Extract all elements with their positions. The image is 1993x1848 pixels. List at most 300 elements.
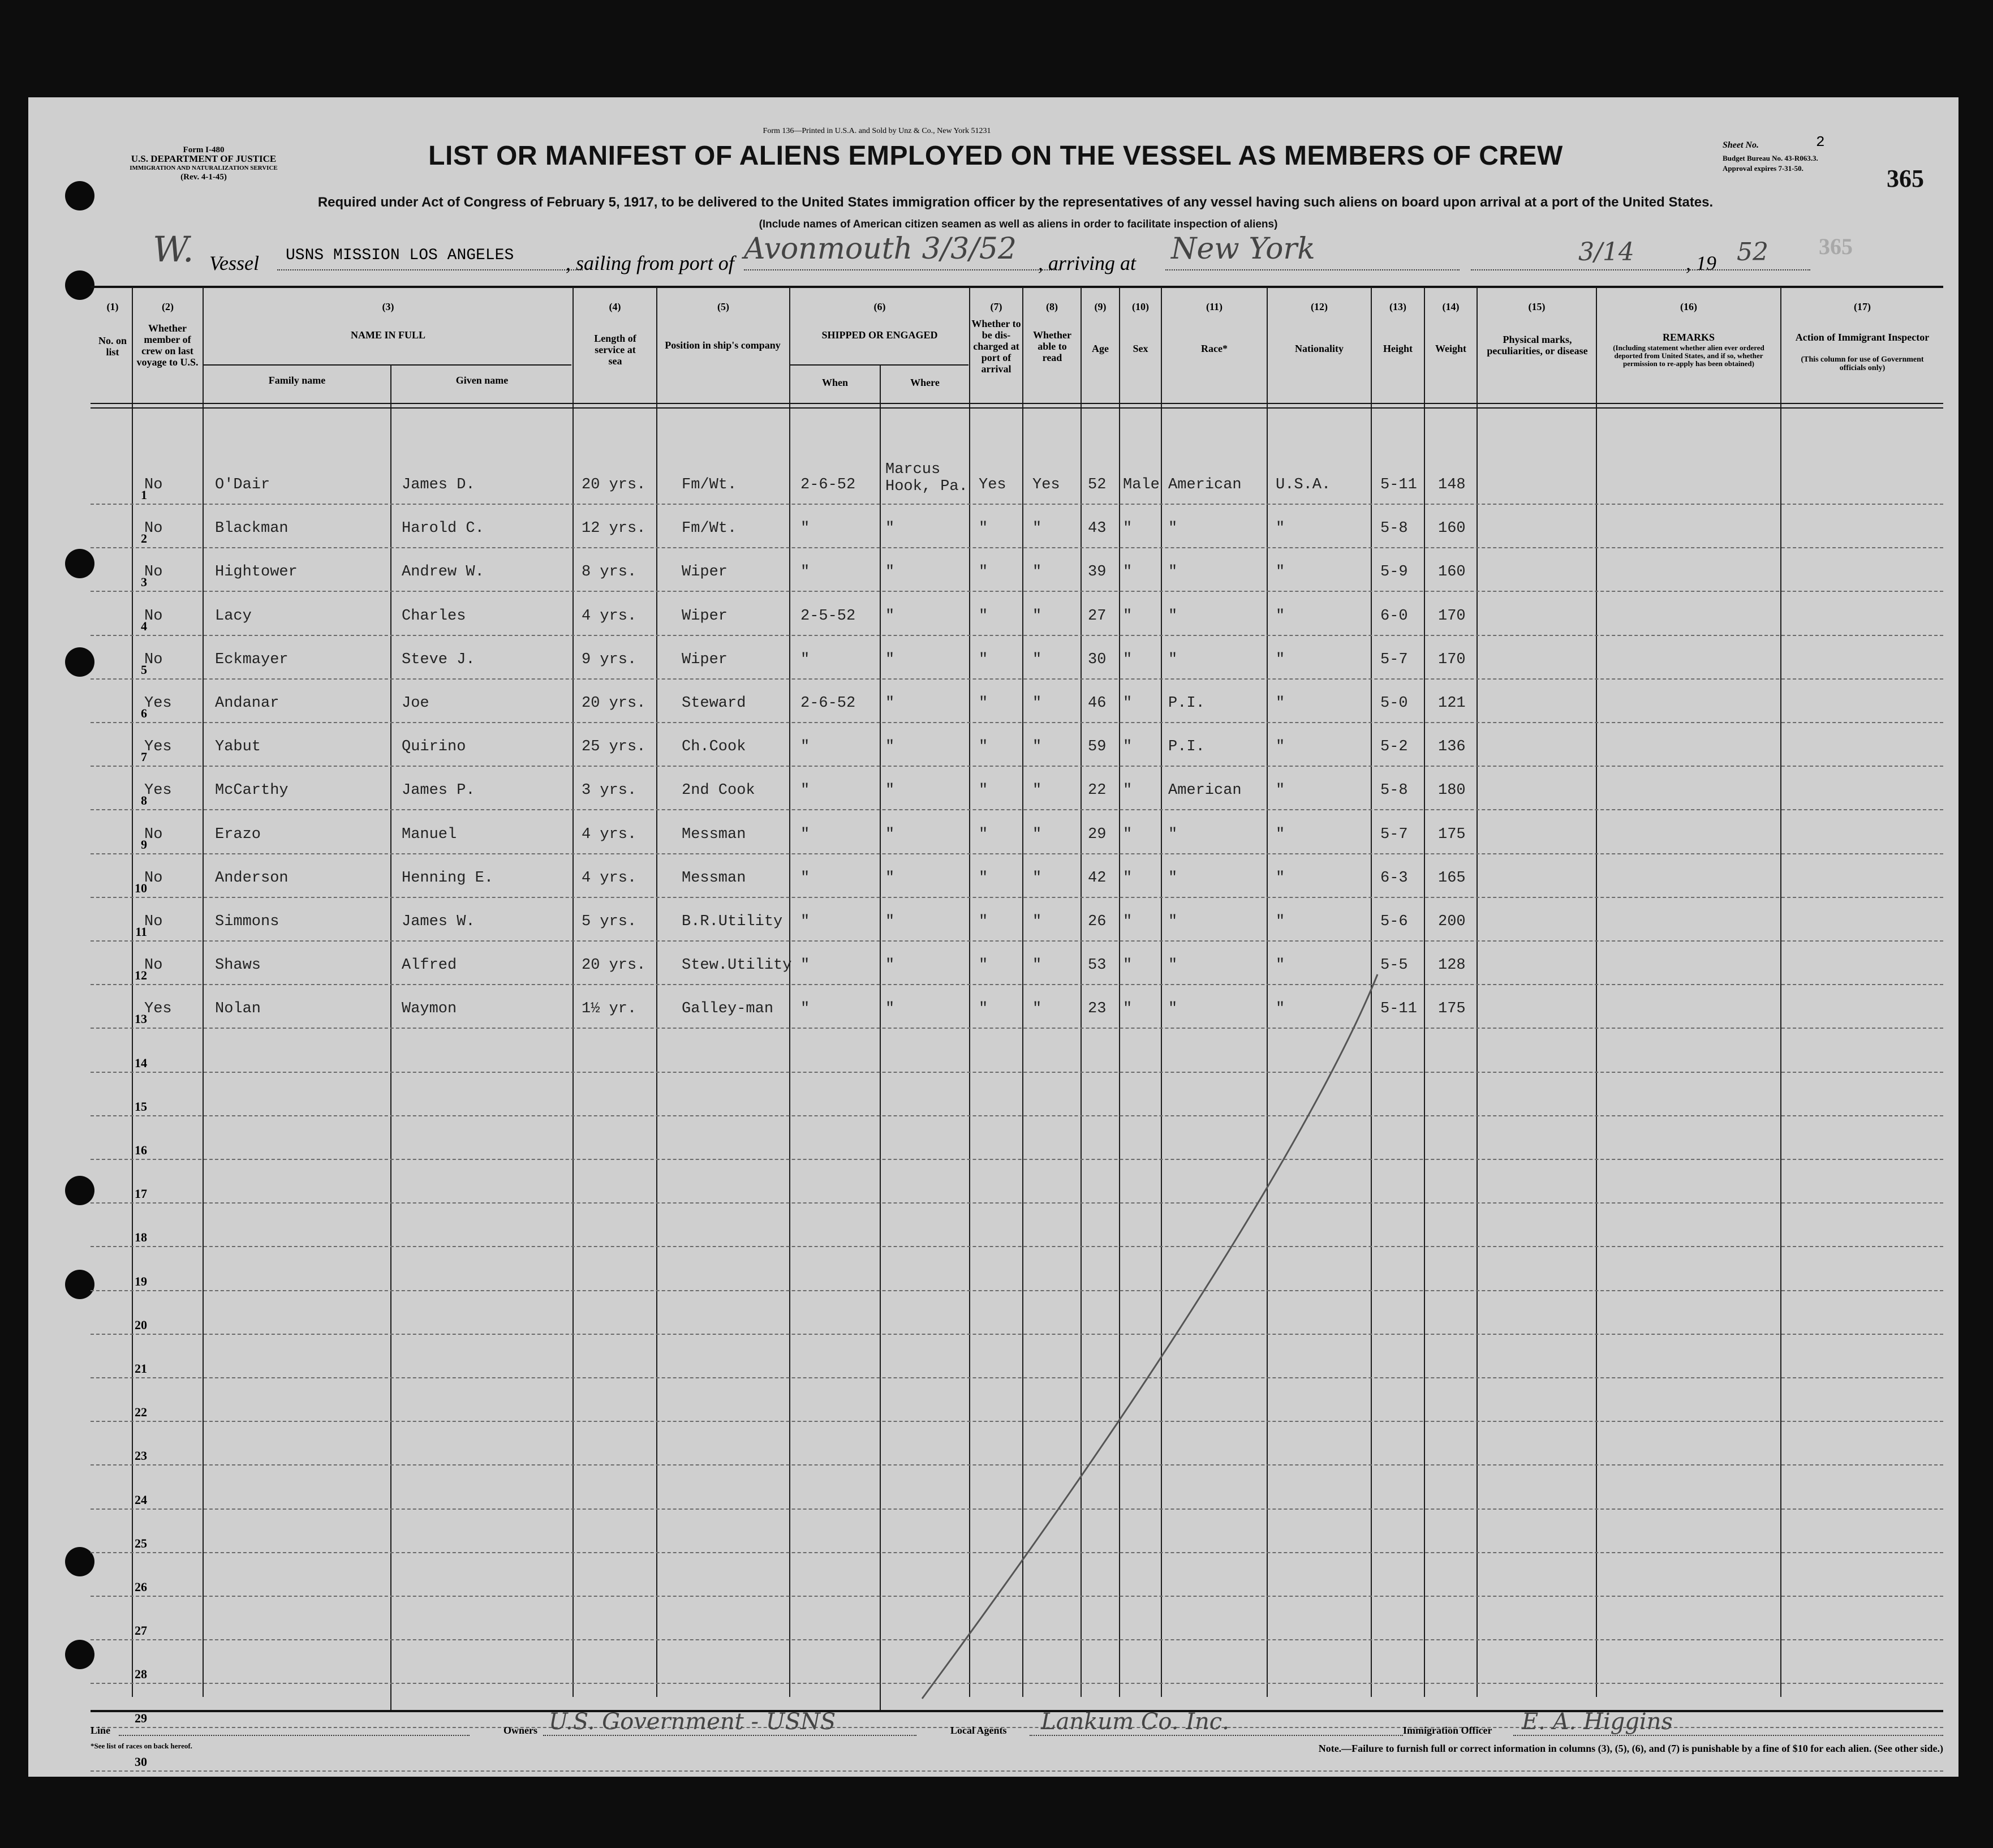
table-top-border bbox=[91, 286, 1943, 288]
member-cell: Yes bbox=[144, 782, 172, 800]
header-when: When bbox=[821, 377, 848, 388]
col-num: (17) bbox=[1854, 301, 1871, 312]
subtitle: Required under Act of Congress of February 5, 1917, to be delivered to the United States immigration officer by the representatives of any vessel having such aliens on board upon arrival at a port of the United States. bbox=[317, 195, 1714, 210]
sex-cell: " bbox=[1123, 695, 1133, 712]
col-num: (7) bbox=[990, 301, 1002, 312]
able-read-cell: " bbox=[1032, 913, 1042, 930]
member-cell: No bbox=[144, 520, 163, 538]
discharged-cell: " bbox=[979, 782, 988, 800]
col-num: (11) bbox=[1206, 301, 1223, 312]
header-nationality: Nationality bbox=[1294, 343, 1344, 354]
service-cell: 1½ yr. bbox=[582, 1000, 637, 1018]
row-number: 17 bbox=[135, 1187, 147, 1201]
height-cell: 5-2 bbox=[1380, 738, 1408, 756]
service-cell: 3 yrs. bbox=[582, 782, 637, 800]
position-cell: Ch.Cook bbox=[682, 738, 746, 756]
punch-hole bbox=[65, 1270, 94, 1299]
weight-cell: 128 bbox=[1438, 957, 1466, 974]
position-cell: Messman bbox=[682, 826, 746, 843]
races-note: *See list of races on back hereof. bbox=[91, 1742, 192, 1750]
nationality-cell: " bbox=[1276, 913, 1285, 930]
weight-cell: 170 bbox=[1438, 651, 1466, 668]
service-cell: 8 yrs. bbox=[582, 564, 637, 581]
page-title: LIST OR MANIFEST OF ALIENS EMPLOYED ON THE VESSEL AS MEMBERS OF CREW bbox=[428, 141, 1563, 171]
race-cell: American bbox=[1168, 476, 1242, 493]
header-position: Position in ship's company bbox=[665, 339, 781, 351]
row-number: 10 bbox=[135, 880, 147, 895]
budget-bureau: Budget Bureau No. 43-R063.3. bbox=[1723, 154, 1818, 162]
height-cell: 5-7 bbox=[1380, 651, 1408, 668]
shipped-where-cell: " bbox=[885, 826, 895, 843]
family-name-cell: Nolan bbox=[215, 1000, 261, 1018]
row-rule bbox=[91, 504, 1943, 505]
col-num: (6) bbox=[873, 301, 886, 312]
row-rule bbox=[91, 547, 1943, 548]
age-cell: 30 bbox=[1088, 651, 1107, 668]
position-cell: Galley-man bbox=[682, 1000, 774, 1018]
header-race: Race* bbox=[1201, 343, 1228, 354]
age-cell: 46 bbox=[1088, 695, 1107, 712]
service-cell: 9 yrs. bbox=[582, 651, 637, 668]
family-name-cell: Anderson bbox=[215, 869, 289, 887]
col-num: (10) bbox=[1132, 301, 1149, 312]
nationality-cell: " bbox=[1276, 564, 1285, 581]
row-number: 16 bbox=[135, 1143, 147, 1157]
department: U.S. DEPARTMENT OF JUSTICE bbox=[131, 153, 277, 164]
service-cell: 4 yrs. bbox=[582, 607, 637, 625]
given-name-cell: Waymon bbox=[402, 1000, 457, 1018]
header-weight: Weight bbox=[1435, 343, 1466, 354]
family-name-cell: Eckmayer bbox=[215, 651, 289, 668]
sex-cell: " bbox=[1123, 520, 1133, 538]
race-cell: " bbox=[1168, 651, 1178, 668]
service-name: IMMIGRATION AND NATURALIZATION SERVICE bbox=[130, 165, 278, 171]
nationality-cell: U.S.A. bbox=[1276, 476, 1331, 493]
service-cell: 20 yrs. bbox=[582, 695, 646, 712]
service-cell: 25 yrs. bbox=[582, 738, 646, 756]
handwritten-initials: W. bbox=[153, 229, 194, 270]
sex-cell: " bbox=[1123, 826, 1133, 843]
member-cell: No bbox=[144, 651, 163, 668]
member-cell: Yes bbox=[144, 695, 172, 712]
member-cell: No bbox=[144, 869, 163, 887]
age-cell: 22 bbox=[1088, 782, 1107, 800]
punch-hole bbox=[65, 270, 94, 300]
line-label: Line bbox=[91, 1725, 111, 1736]
age-cell: 26 bbox=[1088, 913, 1107, 930]
shipped-when-cell: " bbox=[800, 826, 810, 843]
shipped-where-cell: " bbox=[885, 651, 895, 668]
discharged-cell: " bbox=[979, 695, 988, 712]
instruction-line: (Include names of American citizen seamen as well as aliens in order to facilitate inspection of aliens) bbox=[759, 218, 1278, 230]
header-action: Action of Immigrant Inspector bbox=[1795, 332, 1930, 343]
row-number: 12 bbox=[135, 968, 147, 983]
punch-hole bbox=[65, 1640, 94, 1669]
owners-value: U.S. Government - USNS bbox=[549, 1709, 836, 1735]
discharged-cell: " bbox=[979, 957, 988, 974]
row-rule bbox=[91, 678, 1943, 680]
header-action-sub: (This column for use of Government officials only) bbox=[1801, 355, 1924, 372]
able-read-cell: " bbox=[1032, 520, 1042, 538]
family-name-cell: Andanar bbox=[215, 695, 279, 712]
shipped-where-cell: " bbox=[885, 1000, 895, 1018]
header-sex: Sex bbox=[1133, 343, 1148, 354]
header-discharged: Whether to be dis-charged at port of arrival bbox=[971, 318, 1021, 375]
discharged-cell: Yes bbox=[979, 476, 1006, 493]
height-cell: 5-8 bbox=[1380, 782, 1408, 800]
shipped-when-cell: " bbox=[800, 782, 810, 800]
shipped-where-cell: " bbox=[885, 520, 895, 538]
able-read-cell: " bbox=[1032, 695, 1042, 712]
row-number: 11 bbox=[135, 925, 147, 939]
race-cell: " bbox=[1168, 520, 1178, 538]
col-num: (14) bbox=[1442, 301, 1460, 312]
header-family-name: Family name bbox=[268, 375, 326, 386]
race-cell: American bbox=[1168, 782, 1242, 800]
arriving-underline bbox=[1165, 269, 1460, 270]
weight-cell: 170 bbox=[1438, 607, 1466, 625]
col-num: (3) bbox=[382, 301, 394, 312]
position-cell: Fm/Wt. bbox=[682, 520, 737, 538]
arrival-year: 52 bbox=[1737, 238, 1768, 267]
row-number: 22 bbox=[135, 1405, 147, 1420]
row-number: 23 bbox=[135, 1449, 147, 1463]
position-cell: Wiper bbox=[682, 651, 728, 668]
sailing-underline bbox=[744, 269, 1061, 270]
age-cell: 42 bbox=[1088, 869, 1107, 887]
form-number: Form I-480 bbox=[183, 145, 225, 154]
page-stamp: 365 bbox=[1887, 165, 1924, 192]
shipped-when-cell: " bbox=[800, 1000, 810, 1018]
weight-cell: 180 bbox=[1438, 782, 1466, 800]
date-underline bbox=[1471, 269, 1810, 270]
row-number: 29 bbox=[135, 1711, 147, 1725]
discharged-cell: " bbox=[979, 869, 988, 887]
able-read-cell: " bbox=[1032, 738, 1042, 756]
row-number: 2 bbox=[141, 531, 147, 546]
race-cell: " bbox=[1168, 913, 1178, 930]
age-cell: 52 bbox=[1088, 476, 1107, 493]
family-name-cell: Hightower bbox=[215, 564, 298, 581]
row-rule bbox=[91, 722, 1943, 723]
row-number: 5 bbox=[141, 662, 147, 677]
row-number: 3 bbox=[141, 575, 147, 590]
row-number: 20 bbox=[135, 1317, 147, 1332]
header-able-read: Whether able to read bbox=[1033, 329, 1071, 363]
height-cell: 6-0 bbox=[1380, 607, 1408, 625]
discharged-cell: " bbox=[979, 826, 988, 843]
header-remarks-sub: (Including statement whether alien ever ordered deported from United States, and if so, whether permission to re-apply has been obtained) bbox=[1613, 343, 1764, 368]
row-rule bbox=[91, 809, 1943, 810]
shipped-when-cell: " bbox=[800, 869, 810, 887]
row-number: 30 bbox=[135, 1754, 147, 1769]
able-read-cell: " bbox=[1032, 651, 1042, 668]
able-read-cell: " bbox=[1032, 869, 1042, 887]
weight-cell: 160 bbox=[1438, 520, 1466, 538]
discharged-cell: " bbox=[979, 1000, 988, 1018]
header-remarks: REMARKS bbox=[1662, 332, 1715, 343]
able-read-cell: " bbox=[1032, 782, 1042, 800]
member-cell: No bbox=[144, 957, 163, 974]
punch-hole bbox=[65, 1547, 94, 1576]
header-shipped: SHIPPED OR ENGAGED bbox=[821, 329, 938, 341]
age-cell: 39 bbox=[1088, 564, 1107, 581]
row-number: 6 bbox=[141, 706, 147, 720]
weight-cell: 148 bbox=[1438, 476, 1466, 493]
shipped-where-cell: " bbox=[885, 695, 895, 712]
shipped-when-cell: " bbox=[800, 520, 810, 538]
able-read-cell: " bbox=[1032, 826, 1042, 843]
sex-cell: " bbox=[1123, 564, 1133, 581]
name-split-rule bbox=[204, 364, 571, 366]
shipped-where-cell: Marcus Hook, Pa. bbox=[885, 461, 968, 495]
given-name-cell: Alfred bbox=[402, 957, 457, 974]
race-cell: P.I. bbox=[1168, 695, 1205, 712]
given-name-cell: James W. bbox=[402, 913, 475, 930]
shipped-split-rule bbox=[790, 364, 968, 366]
height-cell: 5-11 bbox=[1380, 476, 1417, 493]
height-cell: 5-9 bbox=[1380, 564, 1408, 581]
row-number: 19 bbox=[135, 1274, 147, 1288]
discharged-cell: " bbox=[979, 738, 988, 756]
row-rule bbox=[91, 1770, 1943, 1772]
col-num: (9) bbox=[1094, 301, 1107, 312]
col-num: (15) bbox=[1528, 301, 1546, 312]
col-num: (8) bbox=[1046, 301, 1058, 312]
year-prefix: , 19 bbox=[1686, 252, 1716, 274]
col-num: (2) bbox=[162, 301, 174, 312]
position-cell: 2nd Cook bbox=[682, 782, 755, 800]
sex-cell: " bbox=[1123, 869, 1133, 887]
race-cell: " bbox=[1168, 1000, 1178, 1018]
sheet-label: Sheet No. bbox=[1723, 140, 1759, 150]
vessel-name: USNS MISSION LOS ANGELES bbox=[286, 247, 514, 264]
faint-stamp: 365 bbox=[1819, 234, 1853, 259]
nationality-cell: " bbox=[1276, 695, 1285, 712]
family-name-cell: McCarthy bbox=[215, 782, 289, 800]
given-name-cell: Steve J. bbox=[402, 651, 475, 668]
header-age: Age bbox=[1092, 343, 1109, 354]
shipped-where-cell: " bbox=[885, 782, 895, 800]
nationality-cell: " bbox=[1276, 782, 1285, 800]
agents-underline bbox=[1030, 1735, 1403, 1736]
race-cell: " bbox=[1168, 957, 1178, 974]
discharged-cell: " bbox=[979, 520, 988, 538]
weight-cell: 200 bbox=[1438, 913, 1466, 930]
shipped-when-cell: 2-6-52 bbox=[800, 476, 856, 493]
family-name-cell: Erazo bbox=[215, 826, 261, 843]
weight-cell: 165 bbox=[1438, 869, 1466, 887]
age-cell: 53 bbox=[1088, 957, 1107, 974]
punch-hole bbox=[65, 1176, 94, 1205]
punch-hole bbox=[65, 647, 94, 677]
race-cell: P.I. bbox=[1168, 738, 1205, 756]
row-number: 24 bbox=[135, 1492, 147, 1507]
able-read-cell: Yes bbox=[1032, 476, 1060, 493]
weight-cell: 121 bbox=[1438, 695, 1466, 712]
age-cell: 43 bbox=[1088, 520, 1107, 538]
shipped-where-cell: " bbox=[885, 607, 895, 625]
sex-cell: " bbox=[1123, 1000, 1133, 1018]
family-name-cell: Lacy bbox=[215, 607, 252, 625]
nationality-cell: " bbox=[1276, 826, 1285, 843]
member-cell: Yes bbox=[144, 738, 172, 756]
age-cell: 23 bbox=[1088, 1000, 1107, 1018]
owners-label: Owners bbox=[503, 1725, 537, 1736]
header-rule-2 bbox=[91, 407, 1943, 409]
given-name-cell: Quirino bbox=[402, 738, 466, 756]
penalty-note: Note.—Failure to furnish full or correct information in columns (3), (5), (6), and (7) is punishable by a fine of $10 for each alien. (See other side.) bbox=[1318, 1743, 1943, 1754]
nationality-cell: " bbox=[1276, 607, 1285, 625]
row-number: 18 bbox=[135, 1230, 147, 1245]
given-name-cell: Joe bbox=[402, 695, 429, 712]
row-number: 13 bbox=[135, 1012, 147, 1026]
able-read-cell: " bbox=[1032, 607, 1042, 625]
position-cell: Wiper bbox=[682, 607, 728, 625]
revision: (Rev. 4-1-45) bbox=[180, 173, 227, 182]
family-name-cell: Simmons bbox=[215, 913, 279, 930]
row-rule bbox=[91, 940, 1943, 942]
height-cell: 5-7 bbox=[1380, 826, 1408, 843]
header-no-on-list: No. on list bbox=[98, 335, 127, 358]
punch-hole bbox=[65, 549, 94, 578]
member-cell: No bbox=[144, 913, 163, 930]
officer-underline bbox=[1513, 1735, 1943, 1736]
sheet-number: 2 bbox=[1816, 134, 1825, 151]
approval-expiry: Approval expires 7-31-50. bbox=[1723, 164, 1803, 173]
header-member: Whether member of crew on last voyage to U.S. bbox=[136, 323, 199, 368]
weight-cell: 136 bbox=[1438, 738, 1466, 756]
row-rule bbox=[91, 766, 1943, 767]
sex-cell: " bbox=[1123, 738, 1133, 756]
vessel-underline bbox=[277, 269, 583, 270]
shipped-where-cell: " bbox=[885, 738, 895, 756]
agents-value: Lankum Co. Inc. bbox=[1041, 1709, 1229, 1735]
sex-cell: " bbox=[1123, 607, 1133, 625]
sex-cell: " bbox=[1123, 651, 1133, 668]
cancellation-line bbox=[899, 963, 1409, 1710]
col-num: (13) bbox=[1389, 301, 1406, 312]
row-number: 27 bbox=[135, 1623, 147, 1638]
owners-underline bbox=[543, 1735, 916, 1736]
age-cell: 59 bbox=[1088, 738, 1107, 756]
height-cell: 5-11 bbox=[1380, 1000, 1417, 1018]
header-given-name: Given name bbox=[455, 375, 509, 386]
header-length-service: Length of service at sea bbox=[594, 333, 636, 367]
header-height: Height bbox=[1383, 343, 1413, 354]
agents-label: Local Agents bbox=[950, 1725, 1007, 1736]
line-underline bbox=[119, 1735, 470, 1736]
height-cell: 6-3 bbox=[1380, 869, 1408, 887]
race-cell: " bbox=[1168, 869, 1178, 887]
col-num: (1) bbox=[106, 301, 119, 312]
row-number: 28 bbox=[135, 1667, 147, 1682]
row-number: 14 bbox=[135, 1055, 147, 1070]
sex-cell: " bbox=[1123, 782, 1133, 800]
officer-label: Immigration Officer bbox=[1403, 1725, 1492, 1736]
position-cell: Wiper bbox=[682, 564, 728, 581]
given-name-cell: James P. bbox=[402, 782, 475, 800]
row-number: 1 bbox=[141, 488, 147, 502]
col-num: (4) bbox=[609, 301, 621, 312]
member-cell: No bbox=[144, 826, 163, 843]
sex-cell: " bbox=[1123, 913, 1133, 930]
header-name-in-full: NAME IN FULL bbox=[350, 329, 425, 341]
given-name-cell: James D. bbox=[402, 476, 475, 493]
row-number: 4 bbox=[141, 618, 147, 633]
form-id-block bbox=[96, 145, 311, 182]
position-cell: Stew.Utility bbox=[682, 957, 792, 974]
service-cell: 20 yrs. bbox=[582, 476, 646, 493]
service-cell: 20 yrs. bbox=[582, 957, 646, 974]
row-rule bbox=[91, 635, 1943, 636]
sailing-label: , sailing from port of bbox=[566, 252, 734, 274]
race-cell: " bbox=[1168, 607, 1178, 625]
shipped-when-cell: 2-6-52 bbox=[800, 695, 856, 712]
row-number: 26 bbox=[135, 1580, 147, 1594]
officer-signature: E. A. Higgins bbox=[1522, 1709, 1673, 1735]
nationality-cell: " bbox=[1276, 738, 1285, 756]
nationality-cell: " bbox=[1276, 869, 1285, 887]
row-rule bbox=[91, 897, 1943, 898]
given-name-cell: Charles bbox=[402, 607, 466, 625]
row-number: 15 bbox=[135, 1099, 147, 1114]
shipped-where-cell: " bbox=[885, 957, 895, 974]
able-read-cell: " bbox=[1032, 957, 1042, 974]
shipped-when-cell: " bbox=[800, 651, 810, 668]
position-cell: Messman bbox=[682, 869, 746, 887]
position-cell: Fm/Wt. bbox=[682, 476, 737, 493]
row-number: 9 bbox=[141, 837, 147, 852]
height-cell: 5-5 bbox=[1380, 957, 1408, 974]
sailing-port: Avonmouth 3/3/52 bbox=[744, 232, 1017, 266]
nationality-cell: " bbox=[1276, 651, 1285, 668]
shipped-where-cell: " bbox=[885, 564, 895, 581]
header-physical: Physical marks, peculiarities, or disease bbox=[1487, 334, 1588, 356]
vessel-label: Vessel bbox=[209, 252, 259, 274]
col-num: (16) bbox=[1680, 301, 1697, 312]
position-cell: Steward bbox=[682, 695, 746, 712]
age-cell: 27 bbox=[1088, 607, 1107, 625]
manifest-sheet bbox=[28, 97, 1958, 1777]
arrival-date: 3/14 bbox=[1578, 238, 1634, 267]
given-name-cell: Manuel bbox=[402, 826, 457, 843]
race-cell: " bbox=[1168, 826, 1178, 843]
weight-cell: 175 bbox=[1438, 1000, 1466, 1018]
printer-line: Form 136—Printed in U.S.A. and Sold by Unz & Co., New York 51231 bbox=[763, 127, 991, 135]
row-rule bbox=[91, 853, 1943, 854]
service-cell: 4 yrs. bbox=[582, 869, 637, 887]
family-name-cell: Blackman bbox=[215, 520, 289, 538]
sex-cell: Male bbox=[1123, 476, 1160, 493]
discharged-cell: " bbox=[979, 913, 988, 930]
family-name-cell: O'Dair bbox=[215, 476, 270, 493]
position-cell: B.R.Utility bbox=[682, 913, 783, 930]
shipped-when-cell: 2-5-52 bbox=[800, 607, 856, 625]
row-rule bbox=[91, 591, 1943, 592]
arriving-port: New York bbox=[1171, 232, 1315, 266]
sex-cell: " bbox=[1123, 957, 1133, 974]
punch-hole bbox=[65, 181, 94, 210]
discharged-cell: " bbox=[979, 564, 988, 581]
member-cell: No bbox=[144, 607, 163, 625]
row-number: 7 bbox=[141, 750, 147, 764]
arriving-label: , arriving at bbox=[1038, 252, 1137, 274]
shipped-when-cell: " bbox=[800, 564, 810, 581]
member-cell: No bbox=[144, 564, 163, 581]
service-cell: 12 yrs. bbox=[582, 520, 646, 538]
weight-cell: 175 bbox=[1438, 826, 1466, 843]
